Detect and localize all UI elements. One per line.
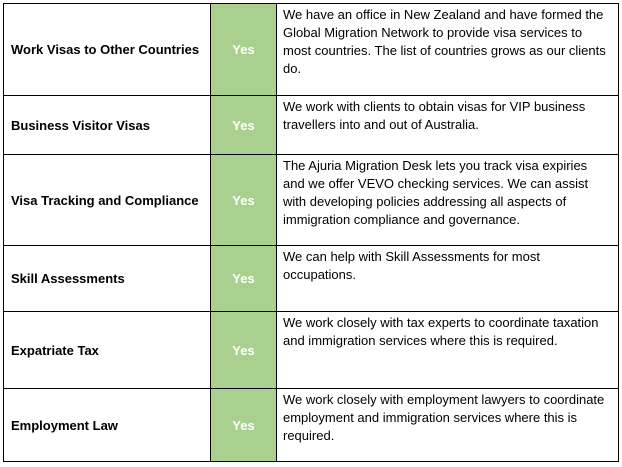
status-badge: Yes [211, 4, 277, 96]
table-row [4, 96, 619, 155]
services-table [3, 3, 619, 462]
table-row [4, 246, 619, 312]
service-name: Visa Tracking and Compliance [4, 155, 211, 246]
service-name: Business Visitor Visas [4, 96, 211, 155]
service-name: Employment Law [4, 389, 211, 462]
status-badge: Yes [211, 389, 277, 462]
service-description: We work closely with employment lawyers to coordinate employment and immigration services where this is required. [277, 389, 619, 462]
service-description: We have an office in New Zealand and have formed the Global Migration Network to provide visa services to most countries. The list of countries grows as our clients do. [277, 4, 619, 96]
table-row [4, 155, 619, 246]
service-description: We can help with Skill Assessments for most occupations. [277, 246, 619, 312]
service-name: Work Visas to Other Countries [4, 4, 211, 96]
status-badge: Yes [211, 96, 277, 155]
service-description: We work closely with tax experts to coordinate taxation and immigration services where this is required. [277, 312, 619, 389]
status-badge: Yes [211, 246, 277, 312]
status-badge: Yes [211, 312, 277, 389]
table-row [4, 389, 619, 462]
service-description: We work with clients to obtain visas for VIP business travellers into and out of Australia. [277, 96, 619, 155]
status-badge: Yes [211, 155, 277, 246]
service-name: Expatriate Tax [4, 312, 211, 389]
service-description: The Ajuria Migration Desk lets you track visa expiries and we offer VEVO checking services. We can assist with developing policies addressing all aspects of immigration compliance and governance. [277, 155, 619, 246]
table-row [4, 312, 619, 389]
table-row [4, 4, 619, 96]
service-name: Skill Assessments [4, 246, 211, 312]
